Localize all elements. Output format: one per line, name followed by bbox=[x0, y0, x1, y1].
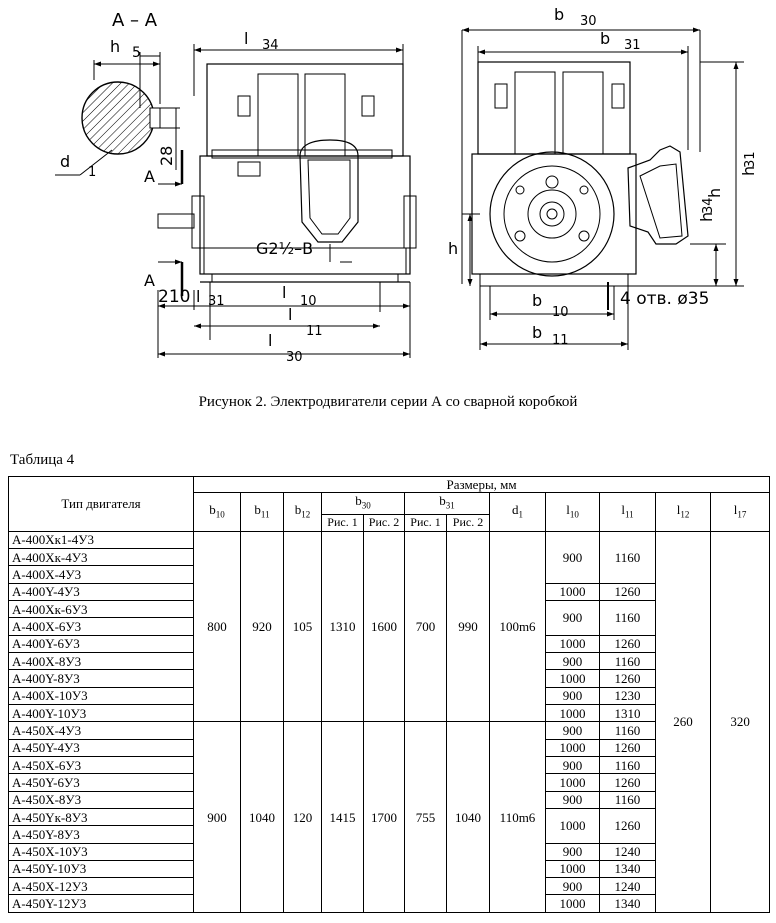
l11-cell: 1160 bbox=[600, 722, 656, 739]
label-b31: b bbox=[600, 29, 611, 48]
model-cell: А-450Х-8У3 bbox=[9, 791, 194, 808]
l11-cell: 1340 bbox=[600, 860, 656, 877]
label-dim28: 28 bbox=[157, 145, 176, 166]
model-cell: А-400Х-8У3 bbox=[9, 652, 194, 669]
l11-cell: 1260 bbox=[600, 808, 656, 843]
b31-fig2-cell: 990 bbox=[447, 531, 490, 722]
b12-cell: 105 bbox=[284, 531, 322, 722]
label-b30-sub: 30 bbox=[580, 14, 597, 29]
l11-cell: 1160 bbox=[600, 531, 656, 583]
b10-cell: 900 bbox=[194, 722, 241, 913]
l12-cell: 260 bbox=[656, 531, 711, 912]
model-cell: А-450Х-10У3 bbox=[9, 843, 194, 860]
b30-fig2-cell: 1700 bbox=[364, 722, 405, 913]
l10-cell: 900 bbox=[546, 531, 600, 583]
l10-cell: 900 bbox=[546, 600, 600, 635]
d1-cell: 100m6 bbox=[490, 531, 546, 722]
model-cell: А-450Yк-8У3 bbox=[9, 808, 194, 825]
b30-fig1-cell: 1415 bbox=[322, 722, 364, 913]
model-cell: А-400Y-6У3 bbox=[9, 635, 194, 652]
label-b11: b bbox=[532, 323, 543, 342]
l10-cell: 1000 bbox=[546, 860, 600, 877]
model-cell: А-450Y-10У3 bbox=[9, 860, 194, 877]
label-b31-sub: 31 bbox=[624, 38, 641, 53]
section-a-a-label: A – A bbox=[112, 10, 158, 31]
b30-fig1-cell: 1310 bbox=[322, 531, 364, 722]
label-dim210: 210 bbox=[158, 287, 191, 307]
col-b31-fig2: Рис. 2 bbox=[447, 514, 490, 531]
d1-cell: 110m6 bbox=[490, 722, 546, 913]
l11-cell: 1260 bbox=[600, 670, 656, 687]
col-l10: $l_{10}$ bbox=[546, 493, 600, 532]
b31-fig1-cell: 755 bbox=[405, 722, 447, 913]
l17-cell: 320 bbox=[711, 531, 770, 912]
col-l12: $l_{12}$ bbox=[656, 493, 711, 532]
b31-fig1-cell: 700 bbox=[405, 531, 447, 722]
model-cell: А-400Y-4У3 bbox=[9, 583, 194, 600]
label-h31: h bbox=[739, 165, 758, 176]
l11-cell: 1260 bbox=[600, 583, 656, 600]
label-b11-sub: 11 bbox=[552, 333, 569, 348]
label-d1-sub: 1 bbox=[88, 165, 97, 180]
label-l30-sub: 30 bbox=[286, 350, 303, 365]
l11-cell: 1160 bbox=[600, 756, 656, 773]
col-b30-fig2: Рис. 2 bbox=[364, 514, 405, 531]
col-b30-fig1: Рис. 1 bbox=[322, 514, 364, 531]
l10-cell: 1000 bbox=[546, 670, 600, 687]
section-arrow-a-top: A bbox=[144, 167, 155, 186]
side-view bbox=[158, 44, 416, 358]
label-l34-sub: 34 bbox=[262, 38, 279, 53]
col-l11: $l_{11}$ bbox=[600, 493, 656, 532]
l10-cell: 900 bbox=[546, 791, 600, 808]
l11-cell: 1260 bbox=[600, 635, 656, 652]
model-cell: А-400Х-10У3 bbox=[9, 687, 194, 704]
label-holes: 4 отв. ø35 bbox=[620, 289, 710, 309]
dims-header: Размеры, мм bbox=[194, 477, 770, 493]
col-b12: $b_{12}$ bbox=[284, 493, 322, 532]
l11-cell: 1160 bbox=[600, 652, 656, 669]
label-l31: l bbox=[196, 287, 201, 306]
label-h5: h bbox=[110, 37, 121, 56]
l11-cell: 1240 bbox=[600, 878, 656, 895]
label-h-left: h bbox=[448, 239, 459, 258]
label-h31-sub: 31 bbox=[743, 151, 758, 168]
col-b30: $b_{30}$ bbox=[322, 493, 405, 515]
l11-cell: 1310 bbox=[600, 704, 656, 721]
l10-cell: 900 bbox=[546, 756, 600, 773]
label-l10-sub: 10 bbox=[300, 294, 317, 309]
l10-cell: 1000 bbox=[546, 774, 600, 791]
l10-cell: 1000 bbox=[546, 583, 600, 600]
label-b10: b bbox=[532, 291, 543, 310]
b10-cell: 800 bbox=[194, 531, 241, 722]
section-arrow-a-bottom: A bbox=[144, 271, 155, 290]
l11-cell: 1230 bbox=[600, 687, 656, 704]
model-cell: А-400Y-8У3 bbox=[9, 670, 194, 687]
l10-cell: 1000 bbox=[546, 808, 600, 843]
col-b11: $b_{11}$ bbox=[241, 493, 284, 532]
l10-cell: 1000 bbox=[546, 704, 600, 721]
l10-cell: 900 bbox=[546, 687, 600, 704]
l11-cell: 1260 bbox=[600, 739, 656, 756]
model-cell: А-450Y-4У3 bbox=[9, 739, 194, 756]
col-d1: $d_1$ bbox=[490, 493, 546, 532]
col-b31: $b_{31}$ bbox=[405, 493, 490, 515]
l11-cell: 1160 bbox=[600, 791, 656, 808]
label-h5-sub: 5 bbox=[132, 45, 141, 61]
table-title: Таблица 4 bbox=[10, 452, 75, 468]
model-cell: А-450Y-12У3 bbox=[9, 895, 194, 913]
label-b10-sub: 10 bbox=[552, 305, 569, 320]
label-h34-sub: 34 bbox=[701, 197, 716, 214]
model-cell: А-450Х-4У3 bbox=[9, 722, 194, 739]
b12-cell: 120 bbox=[284, 722, 322, 913]
label-thread: G2½–B bbox=[256, 239, 314, 258]
model-cell: А-400Y-10У3 bbox=[9, 704, 194, 721]
model-cell: А-450Х-6У3 bbox=[9, 756, 194, 773]
col-b10: $b_{10}$ bbox=[194, 493, 241, 532]
l10-cell: 900 bbox=[546, 878, 600, 895]
model-cell: А-450Y-6У3 bbox=[9, 774, 194, 791]
figure-caption: Рисунок 2. Электродвигатели серии А со сварной коробкой bbox=[198, 394, 578, 410]
label-l30: l bbox=[268, 331, 273, 350]
label-h34: h bbox=[697, 211, 716, 222]
motor-drawing bbox=[0, 0, 776, 385]
l10-cell: 900 bbox=[546, 843, 600, 860]
label-b30: b bbox=[554, 5, 565, 24]
l10-cell: 1000 bbox=[546, 635, 600, 652]
l11-cell: 1260 bbox=[600, 774, 656, 791]
b11-cell: 1040 bbox=[241, 722, 284, 913]
l11-cell: 1340 bbox=[600, 895, 656, 913]
l10-cell: 900 bbox=[546, 652, 600, 669]
l11-cell: 1160 bbox=[600, 600, 656, 635]
label-l34: l bbox=[244, 29, 249, 48]
model-cell: А-450Y-8У3 bbox=[9, 826, 194, 843]
type-header: Тип двигателя bbox=[9, 477, 194, 532]
model-cell: А-400Х-6У3 bbox=[9, 618, 194, 635]
label-l11: l bbox=[288, 305, 293, 324]
b30-fig2-cell: 1600 bbox=[364, 531, 405, 722]
l10-cell: 1000 bbox=[546, 739, 600, 756]
model-cell: А-400Хк-6У3 bbox=[9, 600, 194, 617]
b11-cell: 920 bbox=[241, 531, 284, 722]
label-l11-sub: 11 bbox=[306, 324, 323, 339]
model-cell: А-400Хк1-4У3 bbox=[9, 531, 194, 548]
b31-fig2-cell: 1040 bbox=[447, 722, 490, 913]
l10-cell: 1000 bbox=[546, 895, 600, 913]
label-l10: l bbox=[282, 283, 287, 302]
dimensions-table bbox=[8, 476, 770, 913]
model-cell: А-400Х-4У3 bbox=[9, 566, 194, 583]
col-b31-fig1: Рис. 1 bbox=[405, 514, 447, 531]
model-cell: А-450Х-12У3 bbox=[9, 878, 194, 895]
label-d1: d bbox=[60, 152, 71, 171]
l11-cell: 1240 bbox=[600, 843, 656, 860]
col-l17: $l_{17}$ bbox=[711, 493, 770, 532]
label-h-right: h bbox=[705, 187, 724, 198]
l10-cell: 900 bbox=[546, 722, 600, 739]
model-cell: А-400Хк-4У3 bbox=[9, 548, 194, 565]
label-l31-sub: 31 bbox=[208, 294, 225, 309]
